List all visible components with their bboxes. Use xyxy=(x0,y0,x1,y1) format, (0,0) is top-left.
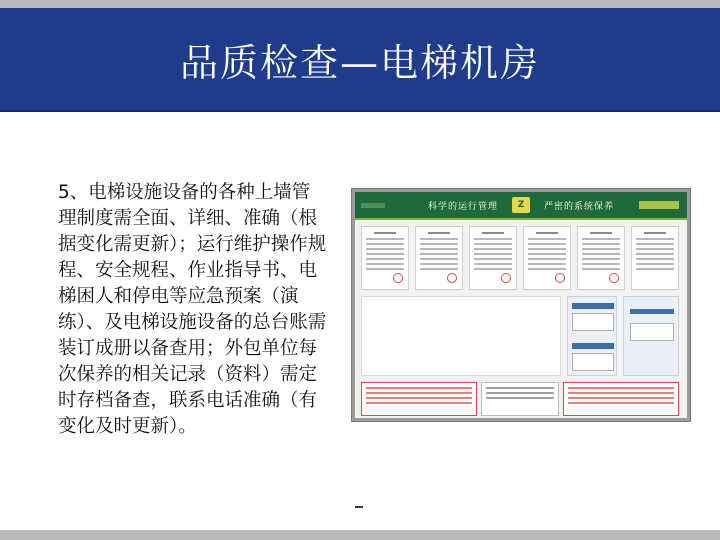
posted-document xyxy=(577,226,625,290)
grey-notice xyxy=(481,382,559,416)
stamp-icon xyxy=(447,273,457,283)
maintenance-tag xyxy=(630,309,674,314)
bottom-border-strip xyxy=(0,530,720,540)
board-contact-panel xyxy=(567,296,617,376)
bulletin-board-photo xyxy=(352,189,690,421)
board-maintenance-panel xyxy=(623,296,679,376)
maintenance-box xyxy=(630,323,674,341)
contact-tag xyxy=(572,343,614,349)
slide-title: 品质检查—电梯机房 xyxy=(179,40,540,85)
posted-document xyxy=(415,226,463,290)
board-brand-mark xyxy=(639,201,679,209)
top-border-strip xyxy=(0,0,720,8)
board-header xyxy=(355,192,687,220)
posted-document xyxy=(631,226,679,290)
contact-box xyxy=(572,353,614,371)
board-header-right-text: 严密的系统保养 xyxy=(544,201,615,212)
posted-document xyxy=(469,226,517,290)
board-notice-row xyxy=(361,382,679,416)
board-logo-icon: Z xyxy=(512,197,530,213)
slide-body-text: 5、电梯设施设备的各种上墙管理制度需全面、详细、准确（根据变化需更新）；运行维护操作规程、安全规程、作业指导书、电梯困人和停电等应急预案（演练）、及电梯设施设备的总台账需装订成册以备查用；外包单位每次保养的相关记录（资料）需定时存档备查，联系电话准确（有变化及时更新）。 xyxy=(58,182,327,437)
red-notice xyxy=(361,382,477,416)
contact-tag xyxy=(572,303,614,309)
posted-document xyxy=(361,226,409,290)
title-bar xyxy=(0,8,720,112)
red-notice xyxy=(563,382,679,416)
stamp-icon xyxy=(555,273,565,283)
board-header-stripe-left xyxy=(361,203,385,208)
stamp-icon xyxy=(501,273,511,283)
posted-documents-row xyxy=(361,226,679,290)
stamp-icon xyxy=(393,273,403,283)
posted-document xyxy=(523,226,571,290)
bottom-mark xyxy=(355,506,363,508)
stamp-icon xyxy=(609,273,619,283)
board-blank-panel xyxy=(361,296,561,376)
bulletin-board-surface xyxy=(355,192,687,418)
contact-box xyxy=(572,313,614,331)
board-header-left-text: 科学的运行管理 xyxy=(427,201,498,212)
